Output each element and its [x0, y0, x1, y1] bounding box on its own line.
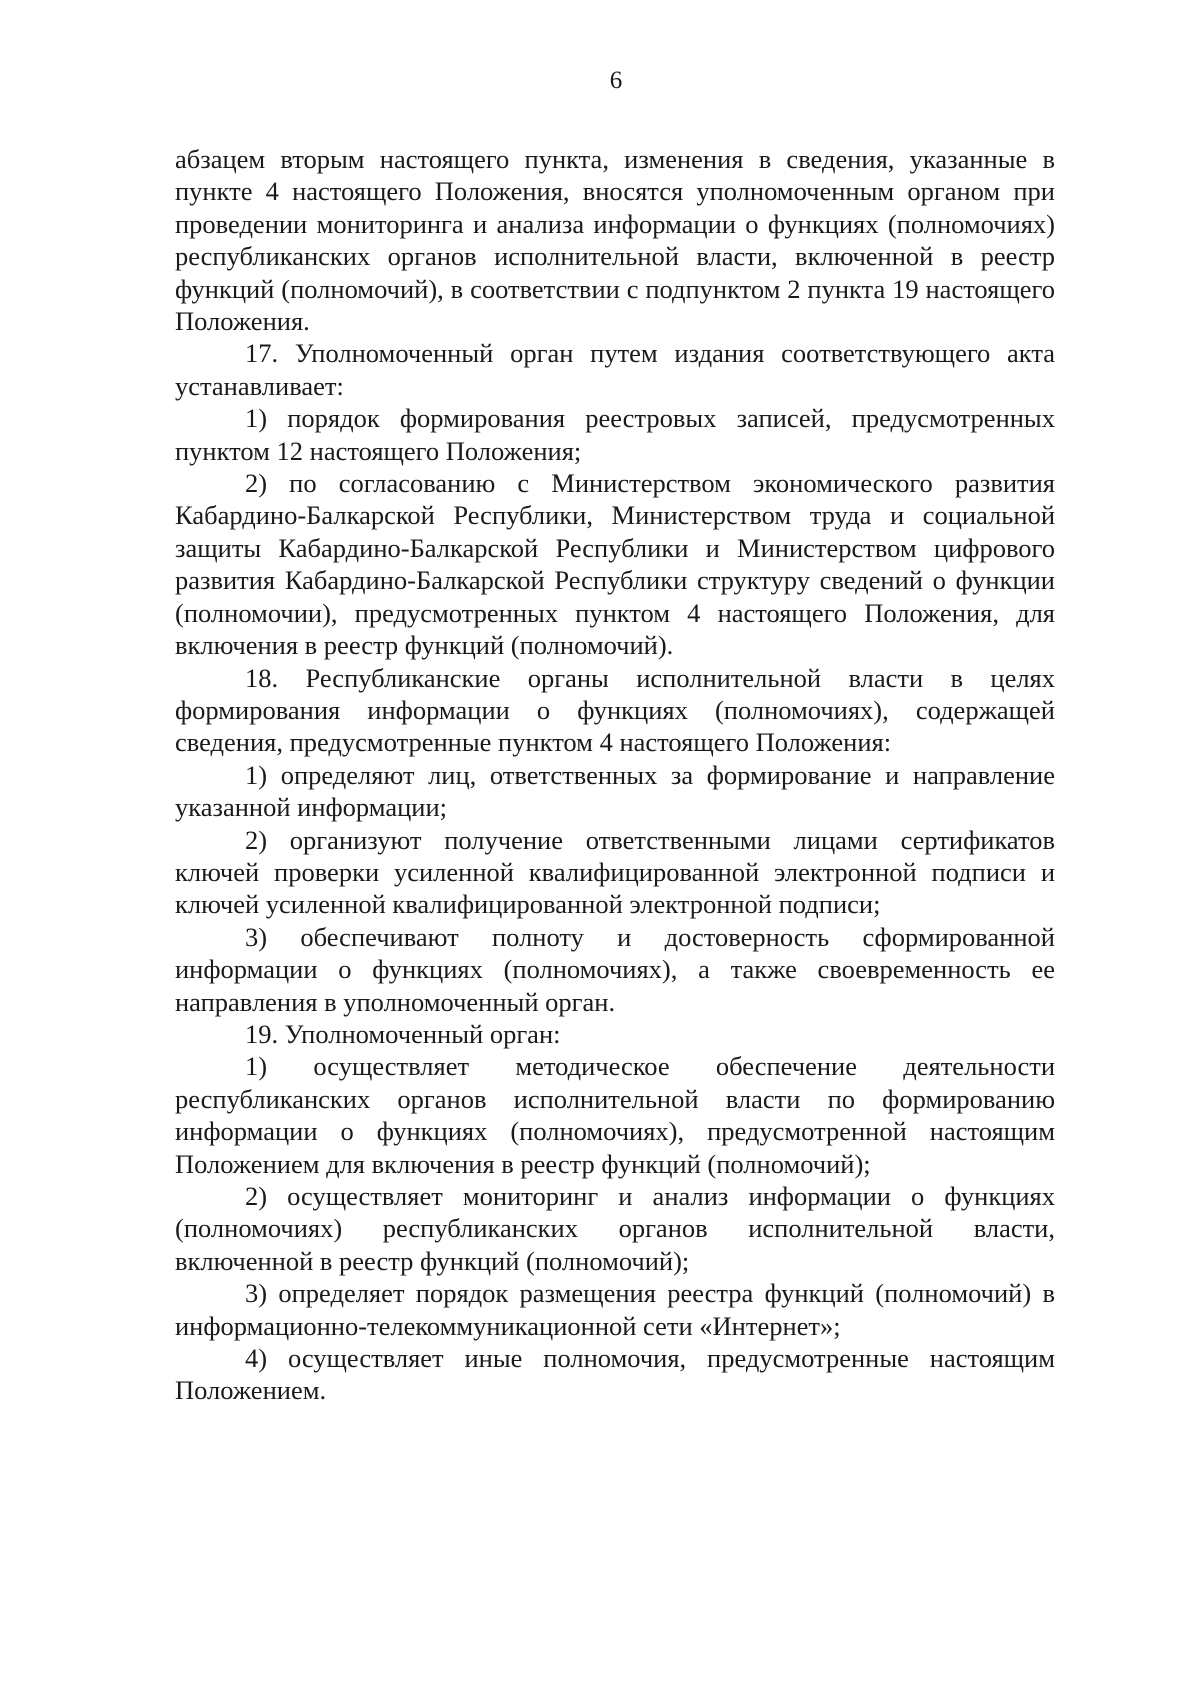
- paragraph-item-17-1: 1) порядок формирования реестровых записей, предусмотренных пунктом 12 настоящего Положения;: [175, 403, 1055, 466]
- paragraph-item-18-2: 2) организуют получение ответственными лицами сертификатов ключей проверки усиленной квалифицированной электронной подписи и ключей усиленной квалифицированной электронной подписи;: [175, 824, 1055, 920]
- paragraph-item-17-2: 2) по согласованию с Министерством экономического развития Кабардино-Балкарской Республики, Министерством труда и социальной защиты Кабардино-Балкарской Республики и Министерством цифрового развития Кабардино-Балкарской Республики структуру сведений о функции (полномочии), предусмотренных пунктом 4 настоящего Положения, для включения в реестр функций (полномочий).: [175, 468, 1055, 661]
- document-body: [175, 143, 1055, 1407]
- paragraph-continuation: абзацем вторым настоящего пункта, изменения в сведения, указанные в пункте 4 настоящего Положения, вносятся уполномоченным органом при проведении мониторинга и анализа информации о функциях (полномочиях) республиканских органов исполнительной власти, включенной в реестр функций (полномочий), в соответствии с подпунктом 2 пункта 19 настоящего Положения.: [175, 144, 1055, 337]
- paragraph-item-19: 19. Уполномоченный орган:: [245, 1018, 561, 1049]
- paragraph-item-19-3: 3) определяет порядок размещения реестра функций (полномочий) в информационно-телекоммуникационной сети «Интернет»;: [175, 1278, 1055, 1341]
- paragraph-item-19-1: 1) осуществляет методическое обеспечение деятельности республиканских органов исполнительной власти по формированию информации о функциях (полномочиях), предусмотренной настоящим Положением для включения в реестр функций (полномочий);: [175, 1051, 1055, 1179]
- page-number: 6: [609, 67, 623, 94]
- paragraph-item-17: 17. Уполномоченный орган путем издания соответствующего акта устанавливает:: [175, 338, 1055, 401]
- paragraph-item-18-1: 1) определяют лиц, ответственных за формирование и направление указанной информации;: [175, 759, 1055, 823]
- paragraph-item-18-3: 3) обеспечивают полноту и достоверность сформированной информации о функциях (полномочиях), а также своевременность ее направления в уполномоченный орган.: [175, 921, 1055, 1017]
- paragraph-item-19-4: 4) осуществляет иные полномочия, предусмотренные настоящим Положением.: [175, 1343, 1055, 1406]
- paragraph-item-19-2: 2) осуществляет мониторинг и анализ информации о функциях (полномочиях) республиканских органов исполнительной власти, включенной в реестр функций (полномочий);: [175, 1181, 1055, 1276]
- paragraph-item-18: 18. Республиканские органы исполнительной власти в целях формирования информации о функциях (полномочиях), содержащей сведения, предусмотренные пунктом 4 настоящего Положения:: [175, 662, 1055, 758]
